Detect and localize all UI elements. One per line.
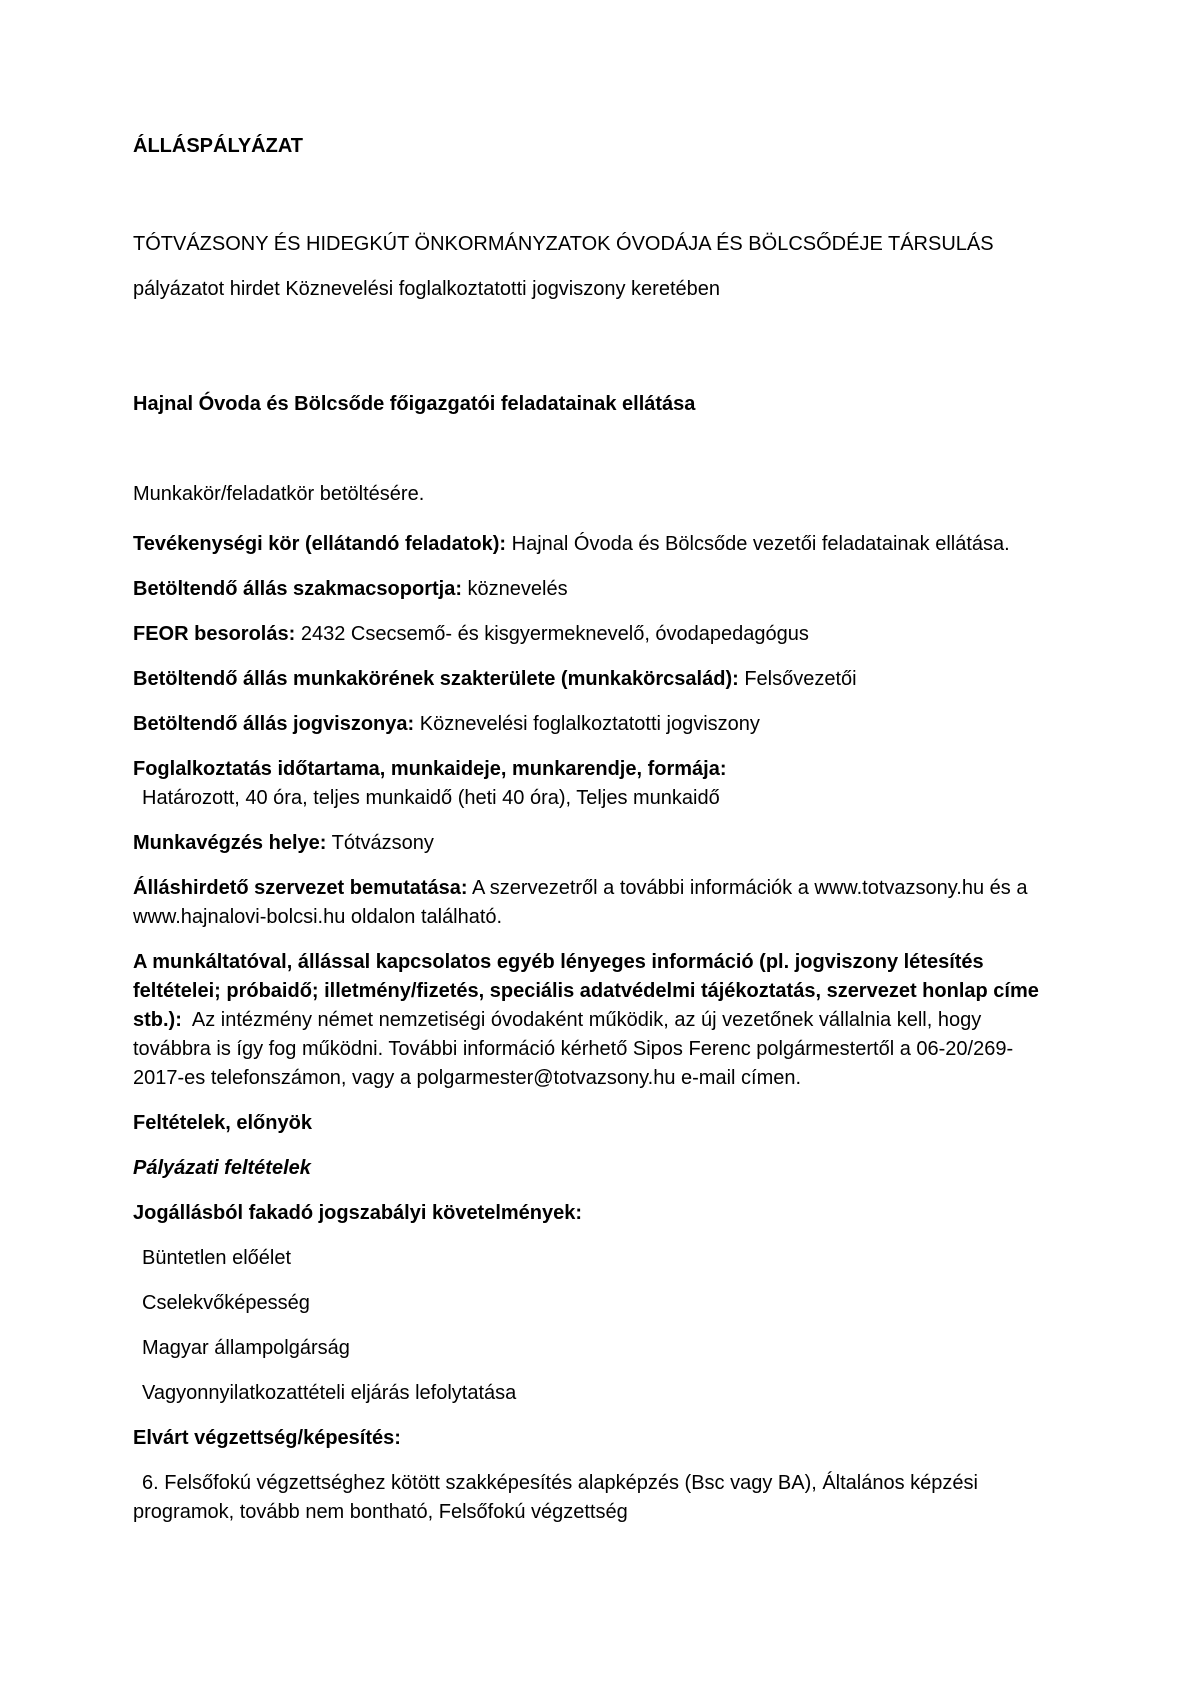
legal-requirement-item: Magyar állampolgárság	[142, 1337, 350, 1359]
legal-requirement-item: Büntetlen előélet	[142, 1247, 292, 1269]
field-feor-label: FEOR besorolás:	[133, 623, 296, 645]
conditions-subheading: Pályázati feltételek	[133, 1157, 311, 1179]
legal-requirement-item: Vagyonnyilatkozattételi eljárás lefolytatása	[142, 1382, 517, 1404]
field-other-info	[133, 948, 1057, 1093]
field-legal-relation-label: Betöltendő állás jogviszonya:	[133, 713, 415, 735]
field-profession-group-label: Betöltendő állás szakmacsoportja:	[133, 578, 462, 600]
field-activity-label: Tevékenységi kör (ellátandó feladatok):	[133, 533, 507, 555]
position-subtitle: Munkakör/feladatkör betöltésére.	[133, 483, 425, 505]
field-org-intro-value: A szervezetről a további információk a www.totvazsony.hu és a www.hajnalovi-bolcsi.hu oldalon található.	[133, 877, 1028, 928]
conditions-heading: Feltételek, előnyök	[133, 1112, 312, 1134]
field-activity-value: Hajnal Óvoda és Bölcsőde vezetői feladatainak ellátása.	[511, 533, 1010, 555]
field-employment-value: Határozott, 40 óra, teljes munkaidő (heti 40 óra), Teljes munkaidő	[142, 787, 720, 809]
education-heading: Elvárt végzettség/képesítés:	[133, 1427, 401, 1449]
field-other-info-value: Az intézmény német nemzetiségi óvodaként működik, az új vezetőnek vállalnia kell, hogy továbbra is így fog működni. További információ kérhető Sipos Ferenc polgármestertől a 06-20/269-2017-es telefonszámon, vagy a polgarmester@totvazsony.hu e-mail címen.	[133, 1009, 1014, 1089]
field-profession-group	[133, 575, 1057, 604]
announcement-line: pályázatot hirdet Köznevelési foglalkoztatotti jogviszony keretében	[133, 278, 721, 300]
organization-name: TÓTVÁZSONY ÉS HIDEGKÚT ÖNKORMÁNYZATOK ÓVODÁJA ÉS BÖLCSŐDÉJE TÁRSULÁS	[133, 233, 994, 255]
field-org-intro-label: Álláshirdető szervezet bemutatása:	[133, 877, 468, 899]
field-employment	[133, 755, 1057, 813]
field-work-location-value: Tótvázsony	[331, 832, 434, 854]
field-feor-value: 2432 Csecsemő- és kisgyermeknevelő, óvodapedagógus	[300, 623, 809, 645]
field-work-location	[133, 829, 1057, 858]
field-activity	[133, 530, 1057, 559]
field-org-intro	[133, 874, 1057, 932]
field-legal-relation-value: Köznevelési foglalkoztatotti jogviszony	[419, 713, 760, 735]
field-specialty	[133, 665, 1057, 694]
position-title: Hajnal Óvoda és Bölcsőde főigazgatói feladatainak ellátása	[133, 393, 696, 415]
field-work-location-label: Munkavégzés helye:	[133, 832, 327, 854]
legal-requirements-heading: Jogállásból fakadó jogszabályi követelmények:	[133, 1202, 583, 1224]
field-specialty-label: Betöltendő állás munkakörének szakterülete (munkakörcsalád):	[133, 668, 739, 690]
education-item: 6. Felsőfokú végzettséghez kötött szakképesítés alapképzés (Bsc vagy BA), Általános képzési programok, tovább nem bontható, Felsőfokú végzettség	[133, 1472, 978, 1523]
legal-requirement-item: Cselekvőképesség	[142, 1292, 310, 1314]
document-title: ÁLLÁSPÁLYÁZAT	[133, 135, 303, 157]
field-profession-group-value: köznevelés	[467, 578, 568, 600]
field-other-info-label: A munkáltatóval, állással kapcsolatos egyéb lényeges információ (pl. jogviszony létesítés feltételei; próbaidő; illetmény/fizetés, speciális adatvédelmi tájékoztatás, szervezet honlap címe stb.):	[133, 951, 1039, 1031]
field-feor	[133, 620, 1057, 649]
field-legal-relation	[133, 710, 1057, 739]
field-specialty-value: Felsővezetői	[744, 668, 857, 690]
field-employment-label: Foglalkoztatás időtartama, munkaideje, munkarendje, formája:	[133, 758, 727, 780]
